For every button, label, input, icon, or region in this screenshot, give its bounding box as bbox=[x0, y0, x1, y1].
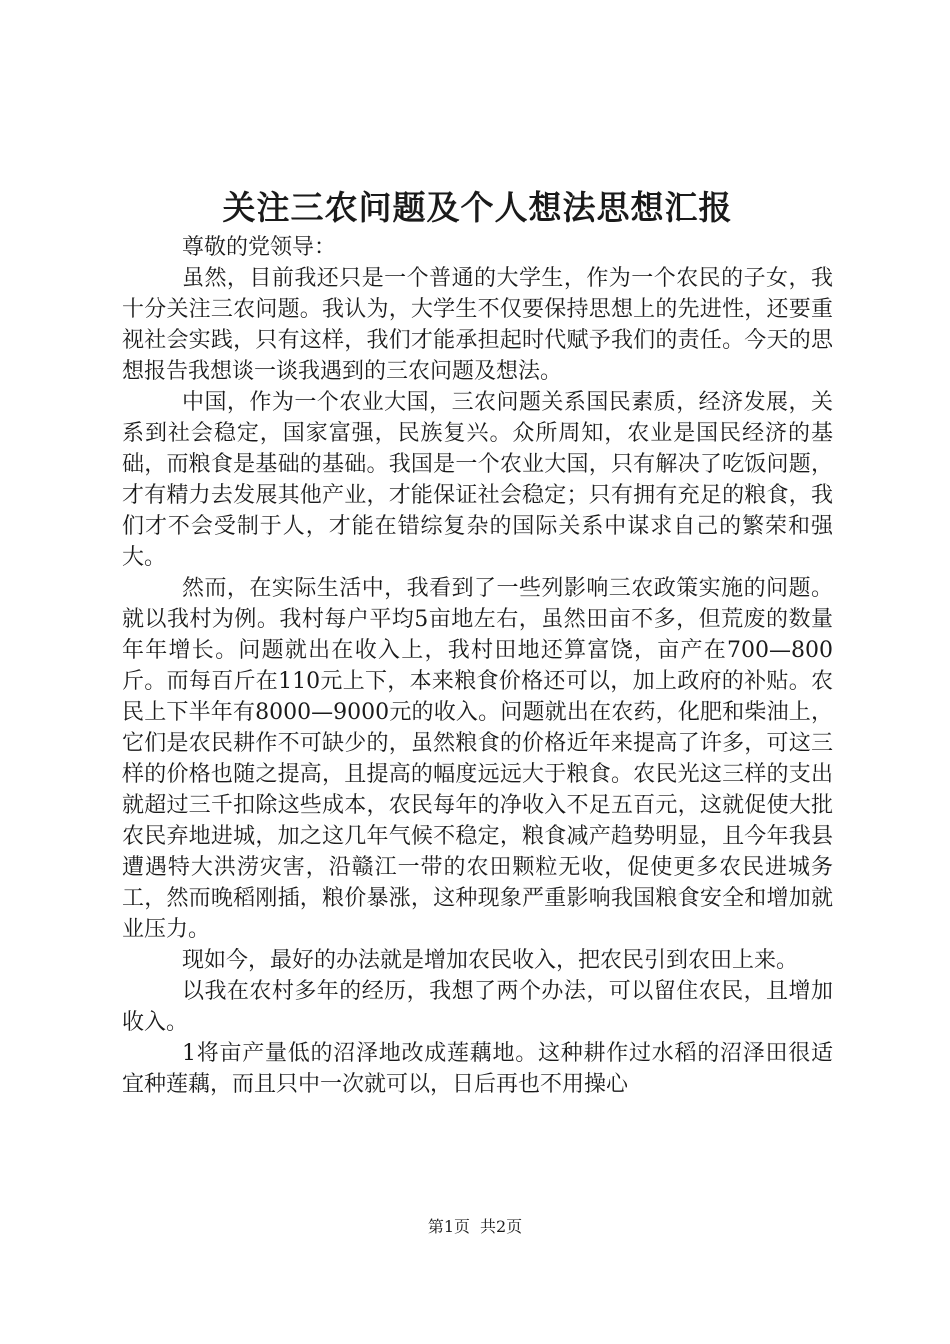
body-paragraph: 1将亩产量低的沼泽地改成莲藕地。这种耕作过水稻的沼泽田很适宜种莲藕，而且只中一次就可以，日后再也不用操心 bbox=[122, 1041, 833, 1097]
body-paragraph: 中国，作为一个农业大国，三农问题关系国民素质，经济发展，关系到社会稳定，国家富强，民族复兴。众所周知，农业是国民经济的基础，而粮食是基础的基础。我国是一个农业大国，只有解决了吃饭问题，才有精力去发展其他产业，才能保证社会稳定；只有拥有充足的粮食，我们才不会受制于人，才能在错综复杂的国际关系中谋求自己的繁荣和强大。 bbox=[122, 390, 833, 570]
document-body bbox=[122, 232, 833, 1100]
salutation-paragraph: 尊敬的党领导： bbox=[182, 235, 337, 260]
body-paragraph: 然而，在实际生活中，我看到了一些列影响三农政策实施的问题。就以我村为例。我村每户平均5亩地左右，虽然田亩不多，但荒废的数量年年增长。问题就出在收入上，我村田地还算富饶，亩产在700—800斤。而每百斤在110元上下，本来粮食价格还可以，加上政府的补贴。农民上下半年有8000—9000元的收入。问题就出在农药，化肥和柴油上，它们是农民耕作不可缺少的，虽然粮食的价格近年来提高了许多，可这三样的价格也随之提高，且提高的幅度远远大于粮食。农民光这三样的支出就超过三千扣除这些成本，农民每年的净收入不足五百元，这就促使大批农民弃地进城，加之这几年气候不稳定，粮食减产趋势明显，且今年我县遭遇特大洪涝灾害，沿赣江一带的农田颗粒无收，促使更多农民进城务工，然而晚稻刚插，粮价暴涨，这种现象严重影响我国粮食安全和增加就业压力。 bbox=[122, 576, 833, 942]
page-total: 共2页 bbox=[480, 1217, 523, 1236]
page-footer bbox=[0, 1216, 950, 1238]
body-paragraph: 以我在农村多年的经历，我想了两个办法，可以留住农民，且增加收入。 bbox=[122, 979, 833, 1035]
page-number: 第1页 bbox=[427, 1217, 470, 1236]
document-title: 关注三农问题及个人想法思想汇报 bbox=[222, 188, 733, 227]
body-paragraph: 现如今，最好的办法就是增加农民收入，把农民引到农田上来。 bbox=[182, 948, 799, 973]
body-paragraph: 虽然，目前我还只是一个普通的大学生，作为一个农民的子女，我十分关注三农问题。我认为，大学生不仅要保持思想上的先进性，还要重视社会实践，只有这样，我们才能承担起时代赋予我们的责任。今天的思想报告我想谈一谈我遇到的三农问题及想法。 bbox=[122, 266, 833, 384]
